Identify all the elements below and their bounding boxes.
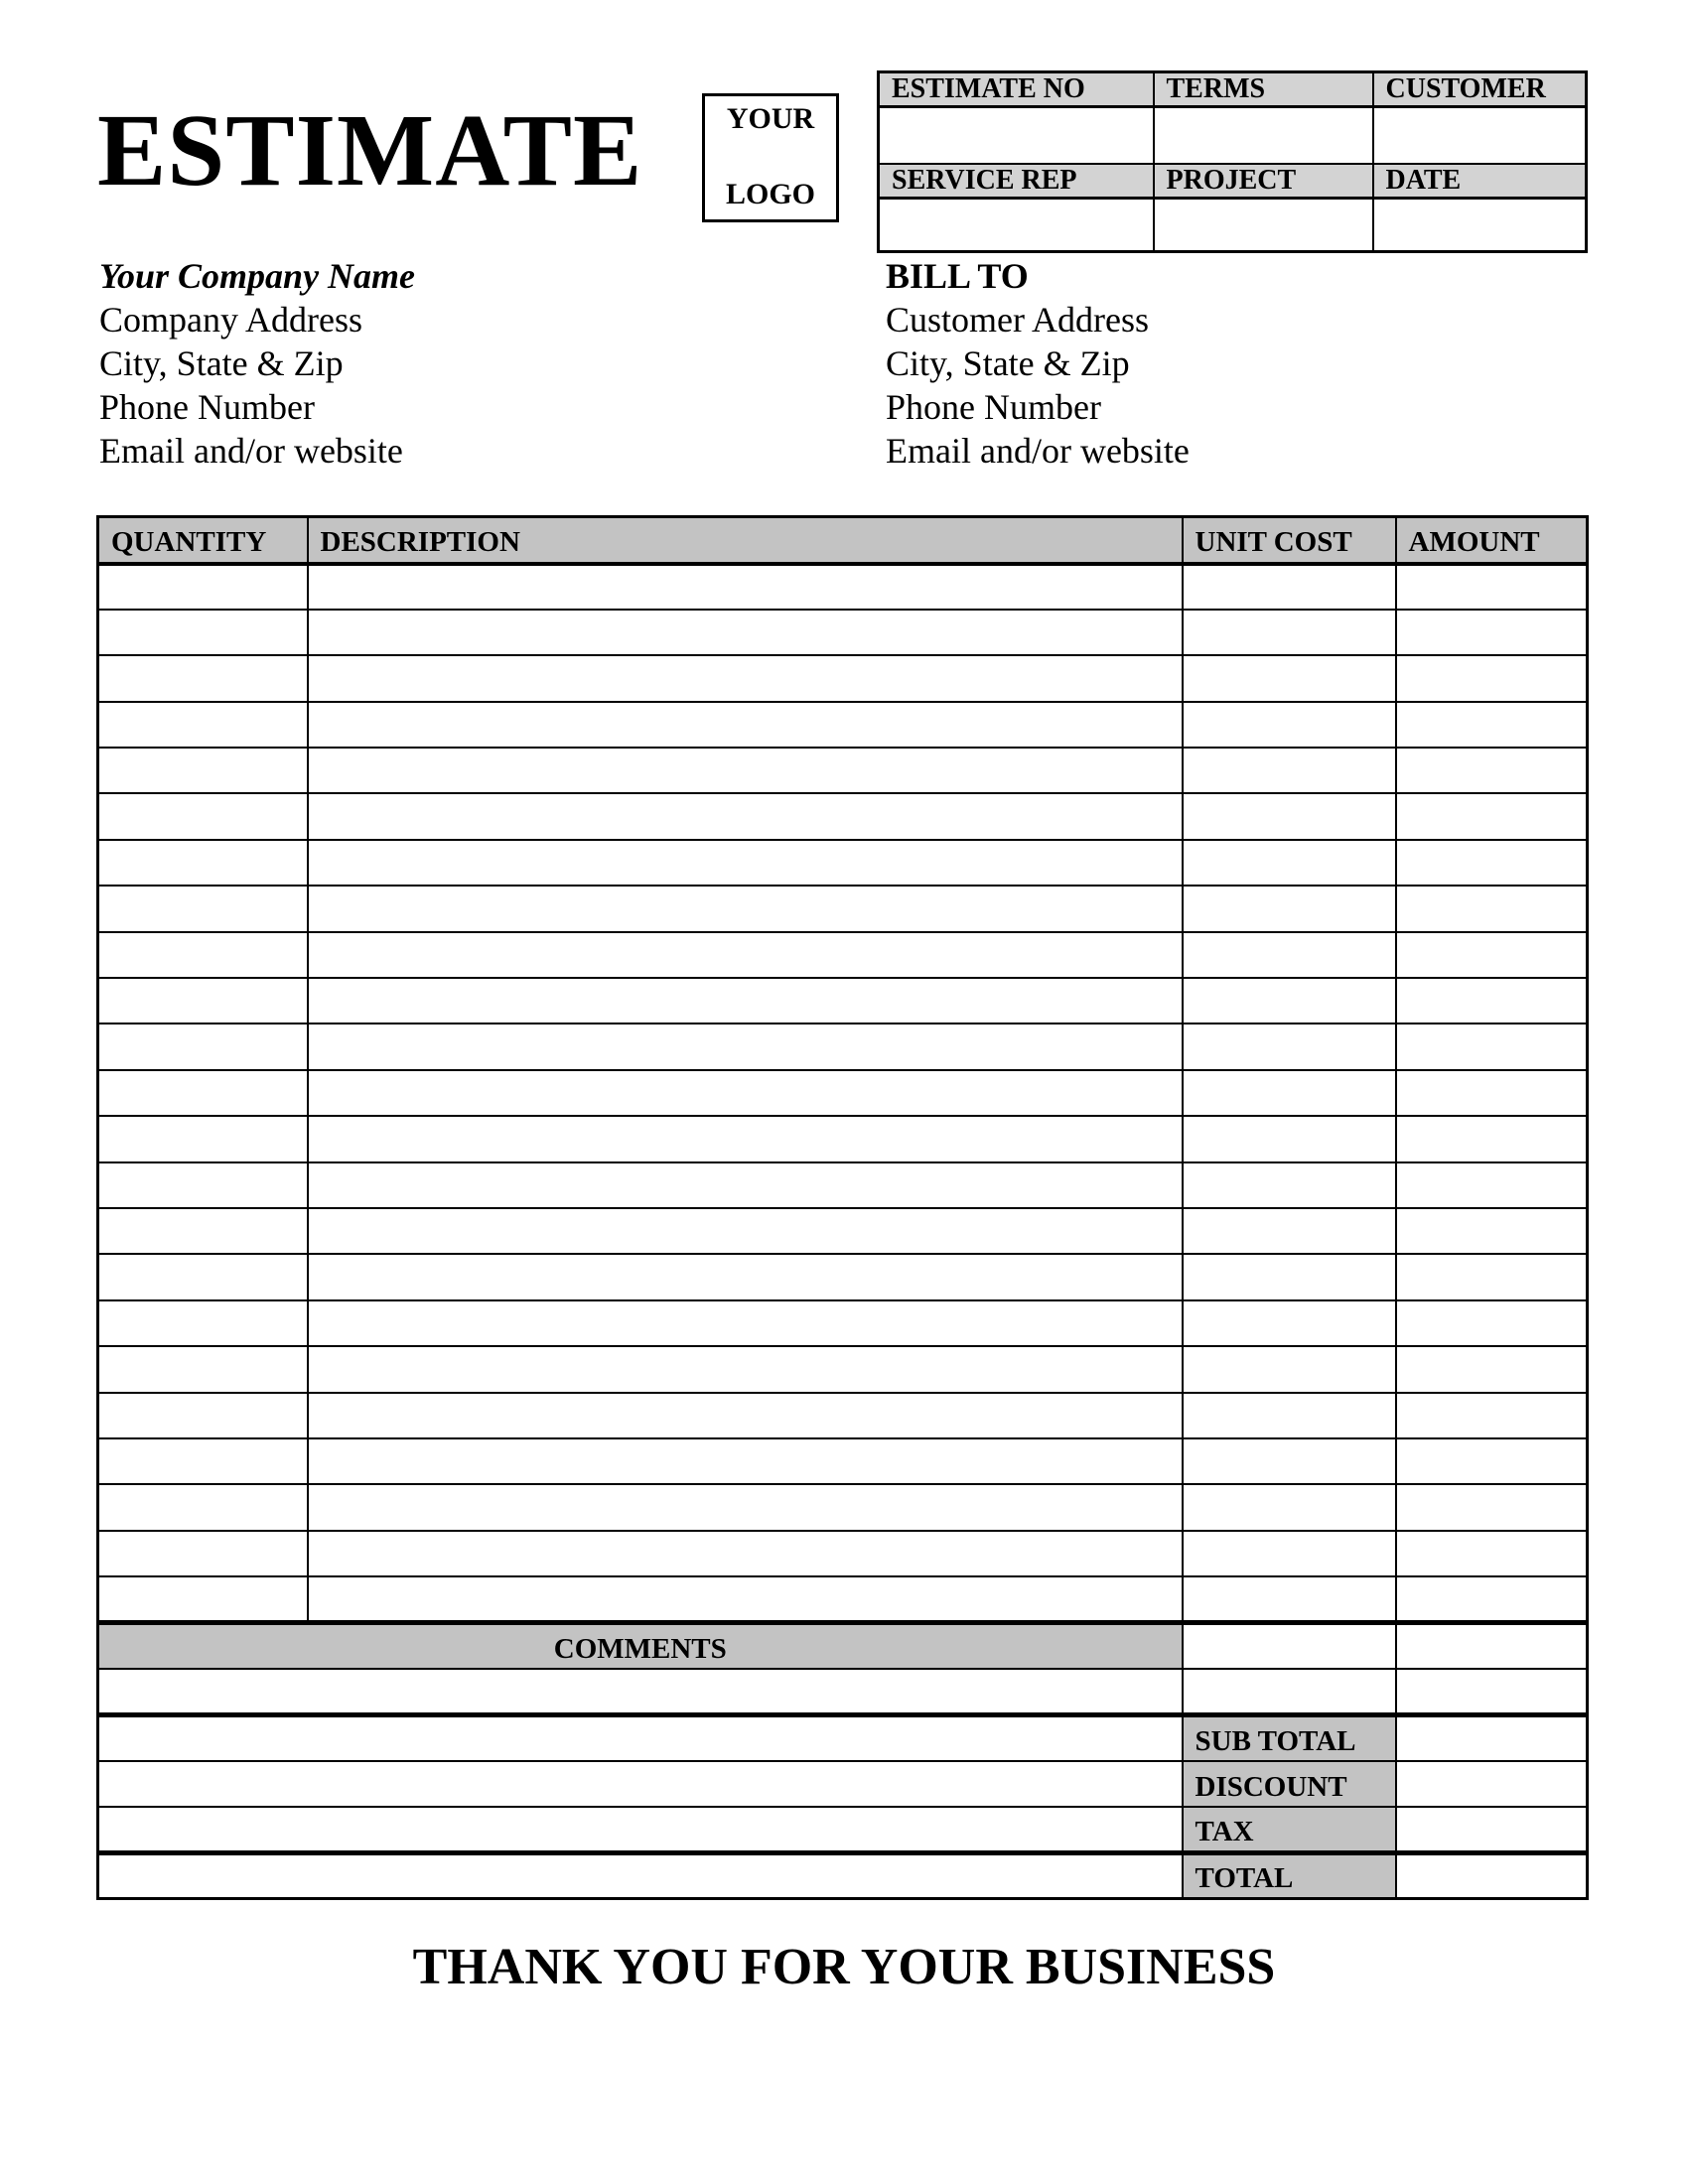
quantity-cell[interactable] (98, 978, 308, 1024)
company-city: City, State & Zip (99, 343, 344, 383)
description-cell[interactable] (308, 886, 1183, 931)
description-header: DESCRIPTION (308, 517, 1183, 564)
tax-field[interactable] (1396, 1807, 1588, 1852)
quantity-cell[interactable] (98, 1346, 308, 1392)
quantity-cell[interactable] (98, 1438, 308, 1484)
total-label: TOTAL (1183, 1852, 1396, 1898)
table-row (98, 1300, 1588, 1346)
amount-cell[interactable] (1396, 1254, 1588, 1299)
quantity-cell[interactable] (98, 1116, 308, 1161)
customer-city: City, State & Zip (886, 343, 1130, 383)
comments-field[interactable] (98, 1669, 1183, 1714)
table-row (98, 702, 1588, 748)
unit-cost-cell[interactable] (1183, 1254, 1396, 1299)
project-field[interactable] (1154, 199, 1373, 252)
description-cell[interactable] (308, 748, 1183, 793)
logo-line-2: LOGO (725, 178, 815, 210)
table-row (98, 655, 1588, 701)
amount-cell[interactable] (1396, 610, 1588, 655)
service-rep-field[interactable] (879, 199, 1154, 252)
amount-cell[interactable] (1396, 655, 1588, 701)
description-cell[interactable] (308, 1024, 1183, 1069)
discount-label: DISCOUNT (1183, 1761, 1396, 1807)
table-row (98, 840, 1588, 886)
amount-cell[interactable] (1396, 1024, 1588, 1069)
table-row (98, 1024, 1588, 1069)
comments-line[interactable] (98, 1807, 1183, 1852)
amount-cell[interactable] (1396, 748, 1588, 793)
customer-address: Customer Address (886, 300, 1149, 340)
amount-header: AMOUNT (1396, 517, 1588, 564)
company-info (99, 254, 415, 473)
table-row (98, 1070, 1588, 1116)
comments-line[interactable] (98, 1761, 1183, 1807)
service-rep-label: SERVICE REP (879, 164, 1154, 199)
description-cell[interactable] (308, 793, 1183, 839)
description-cell[interactable] (308, 1484, 1183, 1530)
amount-cell[interactable] (1396, 1116, 1588, 1161)
company-address: Company Address (99, 300, 362, 340)
description-cell[interactable] (308, 1116, 1183, 1161)
quantity-cell[interactable] (98, 748, 308, 793)
table-row (98, 1531, 1588, 1576)
amount-cell[interactable] (1396, 1162, 1588, 1208)
quantity-cell[interactable] (98, 655, 308, 701)
total-field[interactable] (1396, 1852, 1588, 1898)
table-row (98, 748, 1588, 793)
table-row (98, 610, 1588, 655)
table-row (98, 1346, 1588, 1392)
amount-cell[interactable] (1396, 1346, 1588, 1392)
quantity-cell[interactable] (98, 610, 308, 655)
amount-cell[interactable] (1396, 1300, 1588, 1346)
unit-cost-cell[interactable] (1183, 1393, 1396, 1438)
quantity-cell[interactable] (98, 1531, 308, 1576)
terms-field[interactable] (1154, 107, 1373, 164)
amount-cell[interactable] (1396, 1393, 1588, 1438)
amount-cell[interactable] (1396, 793, 1588, 839)
amount-cell[interactable] (1396, 1484, 1588, 1530)
table-row (98, 1393, 1588, 1438)
bill-to-heading: BILL TO (886, 256, 1029, 296)
date-label: DATE (1373, 164, 1587, 199)
unit-cost-cell[interactable] (1183, 1669, 1396, 1714)
logo-placeholder (702, 93, 839, 222)
company-name: Your Company Name (99, 256, 416, 296)
table-row (98, 978, 1588, 1024)
customer-label: CUSTOMER (1373, 72, 1587, 107)
table-row (98, 1162, 1588, 1208)
unit-cost-cell[interactable] (1183, 1531, 1396, 1576)
quantity-cell[interactable] (98, 702, 308, 748)
quantity-cell[interactable] (98, 1300, 308, 1346)
estimate-meta-table (877, 70, 1588, 253)
description-cell[interactable] (308, 1162, 1183, 1208)
amount-cell[interactable] (1396, 840, 1588, 886)
table-row (98, 1116, 1588, 1161)
quantity-cell[interactable] (98, 1393, 308, 1438)
table-row (98, 932, 1588, 978)
table-row (98, 793, 1588, 839)
unit-cost-cell[interactable] (1183, 564, 1396, 610)
description-cell[interactable] (308, 1208, 1183, 1254)
amount-cell[interactable] (1396, 978, 1588, 1024)
quantity-cell[interactable] (98, 840, 308, 886)
amount-cell[interactable] (1396, 1070, 1588, 1116)
quantity-cell[interactable] (98, 1070, 308, 1116)
unit-cost-cell[interactable] (1183, 1346, 1396, 1392)
logo-line-1: YOUR (726, 102, 815, 135)
unit-cost-cell[interactable] (1183, 932, 1396, 978)
company-phone: Phone Number (99, 387, 315, 427)
thank-you-footer: THANK YOU FOR YOUR BUSINESS (412, 1939, 1276, 1995)
amount-cell[interactable] (1396, 1208, 1588, 1254)
amount-cell[interactable] (1396, 702, 1588, 748)
unit-cost-cell[interactable] (1183, 1576, 1396, 1622)
company-email: Email and/or website (99, 431, 403, 471)
table-row (98, 564, 1588, 610)
unit-cost-cell[interactable] (1183, 978, 1396, 1024)
comments-header: COMMENTS (98, 1622, 1183, 1668)
amount-cell[interactable] (1396, 1576, 1588, 1622)
description-cell[interactable] (308, 1438, 1183, 1484)
unit-cost-cell[interactable] (1183, 748, 1396, 793)
unit-cost-cell[interactable] (1183, 840, 1396, 886)
description-cell[interactable] (308, 978, 1183, 1024)
description-cell[interactable] (308, 1300, 1183, 1346)
unit-cost-header: UNIT COST (1183, 517, 1396, 564)
unit-cost-cell[interactable] (1183, 1208, 1396, 1254)
document-title: ESTIMATE (97, 93, 643, 207)
subtotal-label: SUB TOTAL (1183, 1714, 1396, 1760)
description-cell[interactable] (308, 932, 1183, 978)
amount-cell[interactable] (1396, 1669, 1588, 1714)
comments-line[interactable] (98, 1852, 1183, 1898)
description-cell[interactable] (308, 1576, 1183, 1622)
quantity-cell[interactable] (98, 1162, 308, 1208)
table-row (98, 1484, 1588, 1530)
quantity-cell[interactable] (98, 932, 308, 978)
description-cell[interactable] (308, 840, 1183, 886)
comments-line[interactable] (98, 1714, 1183, 1760)
quantity-cell[interactable] (98, 1576, 308, 1622)
quantity-cell[interactable] (98, 564, 308, 610)
table-row (98, 886, 1588, 931)
unit-cost-cell[interactable] (1183, 1484, 1396, 1530)
unit-cost-cell[interactable] (1183, 655, 1396, 701)
customer-phone: Phone Number (886, 387, 1101, 427)
customer-email: Email and/or website (886, 431, 1190, 471)
table-row (98, 1208, 1588, 1254)
description-cell[interactable] (308, 610, 1183, 655)
quantity-cell[interactable] (98, 1254, 308, 1299)
description-cell[interactable] (308, 655, 1183, 701)
description-cell[interactable] (308, 1070, 1183, 1116)
table-row (98, 1438, 1588, 1484)
description-cell[interactable] (308, 1393, 1183, 1438)
description-cell[interactable] (308, 702, 1183, 748)
estimate-no-field[interactable] (879, 107, 1154, 164)
unit-cost-cell[interactable] (1183, 1024, 1396, 1069)
quantity-cell[interactable] (98, 1208, 308, 1254)
amount-cell[interactable] (1396, 1531, 1588, 1576)
quantity-header: QUANTITY (98, 517, 308, 564)
unit-cost-cell[interactable] (1183, 610, 1396, 655)
quantity-cell[interactable] (98, 1484, 308, 1530)
quantity-cell[interactable] (98, 1024, 308, 1069)
description-cell[interactable] (308, 1254, 1183, 1299)
amount-cell[interactable] (1396, 1438, 1588, 1484)
discount-field[interactable] (1396, 1761, 1588, 1807)
project-label: PROJECT (1154, 164, 1373, 199)
unit-cost-cell[interactable] (1183, 1070, 1396, 1116)
unit-cost-cell[interactable] (1183, 1622, 1396, 1668)
description-cell[interactable] (308, 1531, 1183, 1576)
unit-cost-cell[interactable] (1183, 1300, 1396, 1346)
description-cell[interactable] (308, 1346, 1183, 1392)
bill-to-info (886, 254, 1190, 473)
date-field[interactable] (1373, 199, 1587, 252)
unit-cost-cell[interactable] (1183, 1438, 1396, 1484)
amount-cell[interactable] (1396, 932, 1588, 978)
terms-label: TERMS (1154, 72, 1373, 107)
unit-cost-cell[interactable] (1183, 793, 1396, 839)
tax-label: TAX (1183, 1807, 1396, 1852)
unit-cost-cell[interactable] (1183, 702, 1396, 748)
amount-cell[interactable] (1396, 1622, 1588, 1668)
unit-cost-cell[interactable] (1183, 1162, 1396, 1208)
description-cell[interactable] (308, 564, 1183, 610)
quantity-cell[interactable] (98, 793, 308, 839)
line-items-table (96, 515, 1589, 1900)
table-row (98, 1254, 1588, 1299)
unit-cost-cell[interactable] (1183, 1116, 1396, 1161)
subtotal-field[interactable] (1396, 1714, 1588, 1760)
estimate-no-label: ESTIMATE NO (879, 72, 1154, 107)
amount-cell[interactable] (1396, 886, 1588, 931)
unit-cost-cell[interactable] (1183, 886, 1396, 931)
customer-field[interactable] (1373, 107, 1587, 164)
amount-cell[interactable] (1396, 564, 1588, 610)
table-row (98, 1576, 1588, 1622)
quantity-cell[interactable] (98, 886, 308, 931)
